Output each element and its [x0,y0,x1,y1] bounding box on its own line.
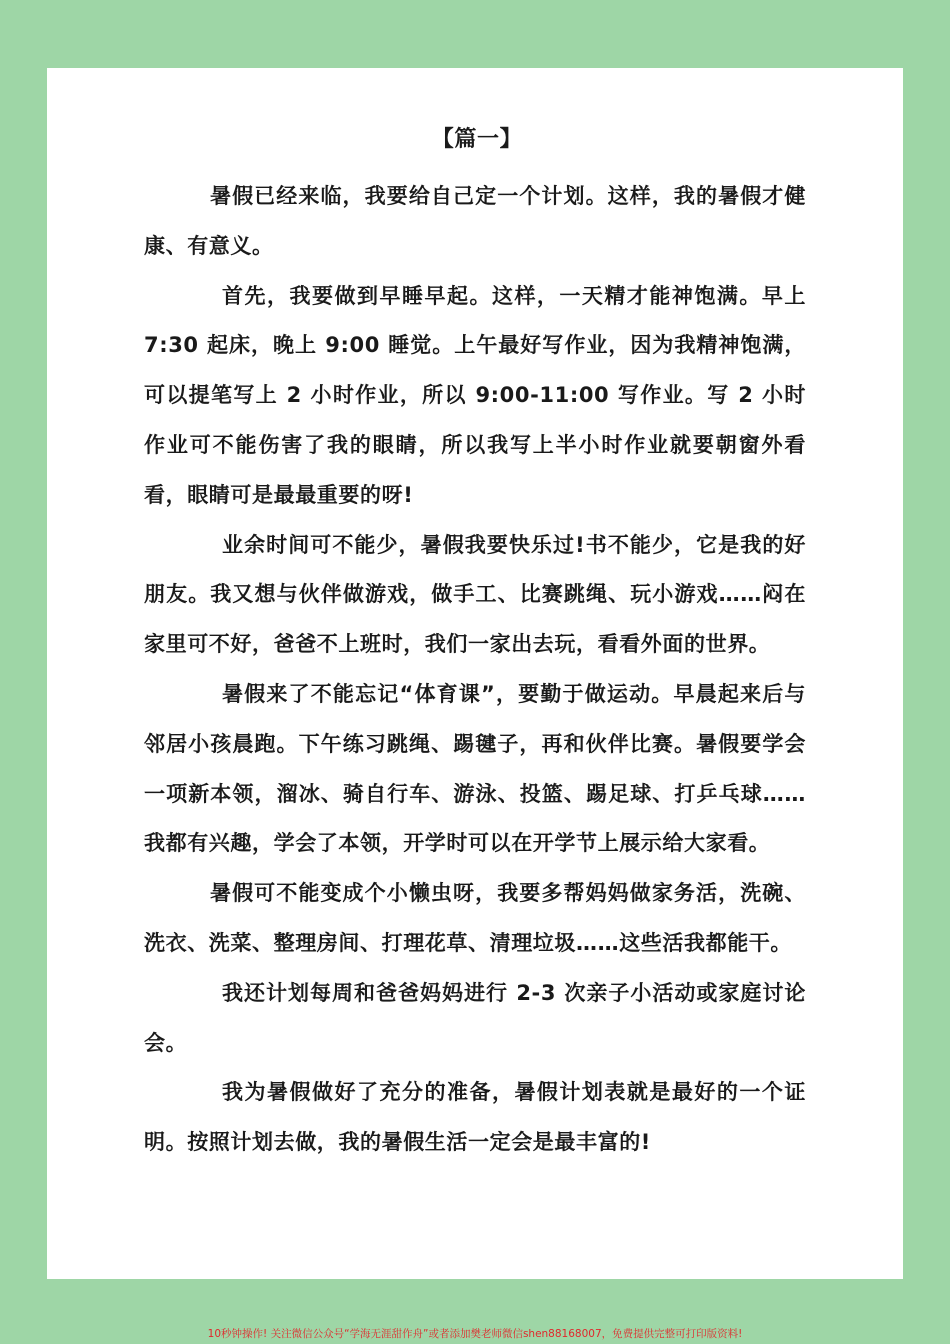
promo-footer: 10秒钟操作! 关注微信公众号“学海无涯甜作舟”或者添加樊老师微信shen88168007，免费提供完整可打印版资料! [207,1328,743,1340]
paragraph-7: 我为暑假做好了充分的准备，暑假计划表就是最好的一个证明。按照计划去做，我的暑假生活一定会是最丰富的! [144,1080,806,1155]
paragraph-4: 暑假来了不能忘记“体育课”，要勤于做运动。早晨起来后与邻居小孩晨跑。下午练习跳绳、踢毽子，再和伙伴比赛。暑假要学会一项新本领，溜冰、骑自行车、游泳、投篮、踢足球、打乒乓球……我都有兴趣，学会了本领，开学时可以在开学节上展示给大家看。 [144,681,806,856]
document-body [144,122,806,1168]
paragraph-2: 首先，我要做到早睡早起。这样，一天精才能神饱满。早上 7:30 起床，晚上 9:00 睡觉。上午最好写作业，因为我精神饱满，可以提笔写上 2 小时作业，所以 9:00-11:00 写作业。写 2 小时作业可不能伤害了我的眼睛，所以我写上半小时作业就要朝窗外看看，眼睛可是最最重要的呀! [144,283,806,507]
paragraph-1: 暑假已经来临，我要给自己定一个计划。这样，我的暑假才健康、有意义。 [144,184,806,258]
paragraph-6: 我还计划每周和爸爸妈妈进行 2-3 次亲子小活动或家庭讨论会。 [144,980,806,1055]
document-page [47,68,903,1279]
paragraph-5: 暑假可不能变成个小懒虫呀，我要多帮妈妈做家务活，洗碗、洗衣、洗菜、整理房间、打理花草、清理垃圾……这些活我都能干。 [144,881,806,955]
document-title: 【篇一】 [431,127,523,152]
paragraph-3: 业余时间可不能少，暑假我要快乐过!书不能少，它是我的好朋友。我又想与伙伴做游戏，做手工、比赛跳绳、玩小游戏……闷在家里可不好，爸爸不上班时，我们一家出去玩，看看外面的世界。 [144,532,806,657]
